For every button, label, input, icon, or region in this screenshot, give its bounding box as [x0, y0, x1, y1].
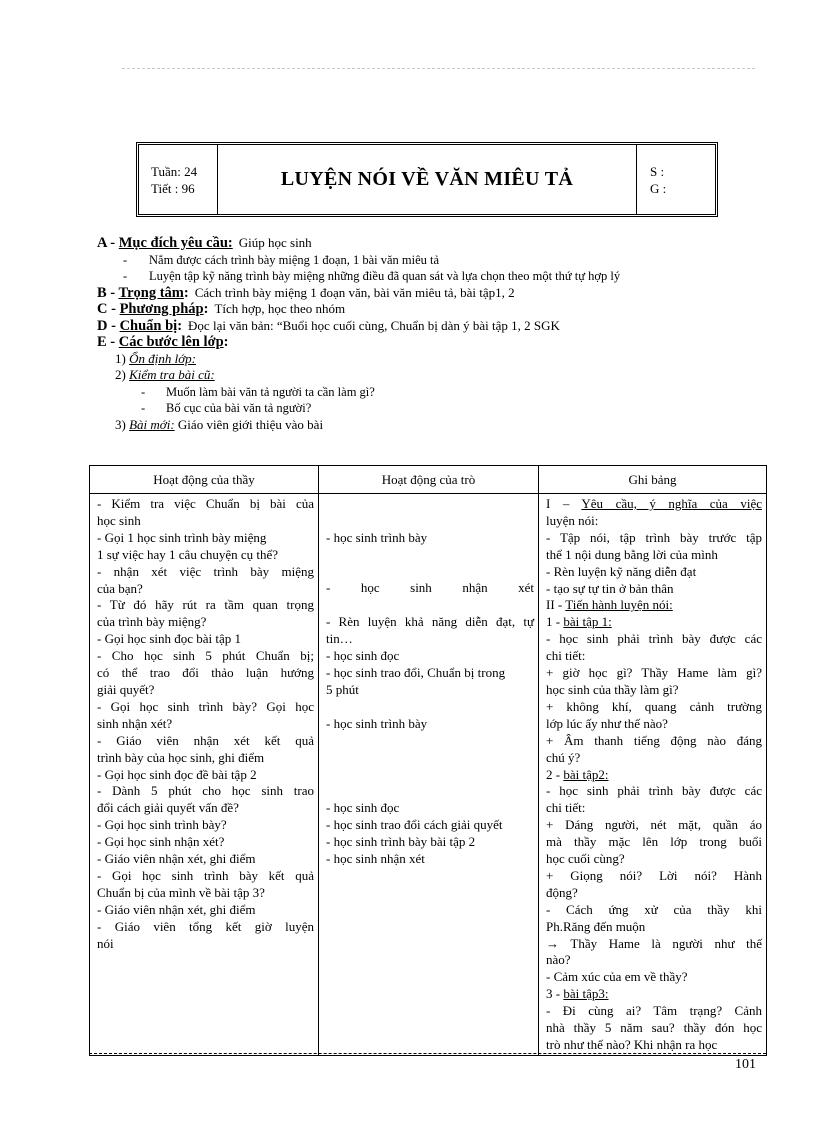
teacher-activity-line: sinh nhận xét?	[97, 715, 173, 731]
step-1: 1) Ổn định lớp:	[115, 350, 196, 366]
board-note-line: - Cảm xúc của em về thầy?	[546, 969, 688, 985]
section-c	[97, 301, 757, 318]
lesson-header-box	[136, 142, 718, 217]
teacher-activity-line: - Gọi học sinh trình bày kết quả	[97, 867, 314, 883]
student-activity-line: - Rèn luyện khả năng diễn đạt, tự	[326, 614, 534, 630]
board-note-line: + Dáng người, nét mặt, quần áo	[546, 817, 762, 833]
teacher-activity-line: giải quyết?	[97, 681, 155, 697]
step-2-label: Kiểm tra bài cũ:	[129, 367, 215, 382]
student-activity-line: - học sinh đọc	[326, 800, 400, 816]
board-note-line: - tạo sự tự tin ở bản thân	[546, 580, 674, 596]
section-b	[97, 285, 757, 302]
section-d-heading: D - Chuẩn bị:	[97, 317, 183, 334]
board-note-line: - Cách ứng xử của thầy khi	[546, 901, 762, 917]
student-activity-line	[326, 699, 534, 716]
step-3-label: Bài mới:	[129, 416, 175, 432]
bottom-dashed-rule	[89, 1053, 766, 1054]
board-note-line: lớp lúc ấy như thế nào?	[546, 715, 668, 731]
top-dashed-rule	[122, 68, 755, 69]
teacher-activity-line: 1 sự việc hay 1 câu chuyện cụ thể?	[97, 546, 279, 562]
board-note-line: học cuối cùng?	[546, 851, 625, 867]
activity-table	[89, 465, 767, 1056]
teacher-activity-line: - Cho học sinh 5 phút Chuẩn bị;	[97, 648, 314, 664]
teacher-activity-line: - Từ đó hãy rút ra tầm quan trọng	[97, 597, 314, 613]
teacher-activity-line: học sinh	[97, 512, 141, 528]
teacher-activity-line: Chuẩn bị của mình về bài tập 3?	[97, 884, 265, 900]
board-note-line: - Đi cùng ai? Tâm trạng? Cảnh	[546, 1003, 762, 1019]
header-student: Hoạt động của trò	[319, 466, 539, 494]
step-3: 3) Bài mới: Giáo viên giới thiệu vào bài	[115, 416, 324, 432]
board-note-line: động?	[546, 884, 578, 900]
board-note-line: + Âm thanh tiếng động nào đáng	[546, 732, 762, 748]
board-note-line: nào?	[546, 952, 571, 968]
board-note-line: + không khí, quang cảnh trường	[546, 698, 762, 714]
teacher-activity-line: - Gọi học sinh trình bày? Gọi học	[97, 698, 314, 714]
step-3-text: Giáo viên giới thiệu vào bài	[177, 416, 324, 432]
section-a-text: Giúp học sinh	[238, 235, 312, 250]
board-note-line: + Giọng nói? Lời nói? Hành	[546, 867, 762, 883]
step-1-label: Ổn định lớp:	[129, 350, 196, 366]
week-period-cell	[139, 145, 218, 214]
teacher-activity-line: - Giáo viên nhận xét kết quả	[97, 732, 314, 748]
student-activities-cell	[319, 494, 539, 1056]
board-note-line: trò như thế nào? Khi nhận ra học	[546, 1037, 718, 1052]
step-2-item: - Bố cục của bài văn tả người?	[141, 401, 312, 415]
student-activity-line: - học sinh trình bày bài tập 2	[326, 833, 476, 849]
teacher-activity-line: của bạn?	[97, 580, 143, 596]
student-activity-line	[326, 597, 534, 614]
student-activity-line	[326, 496, 534, 513]
student-activity-line: - học sinh trao đổi, Chuẩn bị trong	[326, 664, 506, 680]
period-label: Tiết : 96	[151, 181, 195, 196]
teacher-activity-line: có thể trao đổi thảo luận hướng	[97, 665, 314, 681]
board-note-line: - học sinh phải trình bày được các	[546, 783, 762, 799]
table-body-row	[90, 494, 767, 1056]
header-board: Ghi bảng	[539, 466, 767, 494]
section-d-text: Đọc lại văn bản: “Buổi học cuối cùng, Chuẩn bị dàn ý bài tập 1, 2 SGK	[188, 317, 560, 333]
section-a	[97, 235, 757, 252]
board-note-line: Ph.Răng đến muộn	[546, 918, 646, 934]
table-header-row	[90, 466, 767, 494]
page-number: 101	[735, 1057, 756, 1072]
teacher-activity-line: của trình bày miệng?	[97, 614, 207, 630]
teacher-activity-line: - Kiểm tra việc Chuẩn bị bài của	[97, 496, 314, 511]
board-note-line: học sinh của thầy làm gì?	[546, 681, 679, 697]
teacher-activity-line: - Gọi học sinh trình bày?	[97, 817, 227, 833]
board-note-line: → Thầy Hame là người như thế	[546, 935, 762, 951]
section-c-text: Tích hợp, học theo nhóm	[214, 301, 346, 316]
step-2: 2) Kiểm tra bài cũ:	[115, 367, 215, 382]
board-note-line: thể 1 nội dung bằng lời của mình	[546, 546, 718, 562]
board-note-line: - Rèn luyện kỹ năng diễn đạt	[546, 563, 697, 579]
board-notes-cell	[539, 494, 767, 1056]
student-activity-line	[326, 547, 534, 564]
lesson-plan-section	[97, 235, 757, 433]
student-activity-line: - học sinh trao đổi cách giải quyết	[326, 817, 503, 833]
student-activity-line: - học sinh đọc	[326, 648, 400, 664]
student-activity-line: - học sinh trình bày	[326, 529, 428, 545]
section-d	[97, 318, 757, 335]
board-note-line: 3 - bài tập3:	[546, 986, 609, 1002]
date-cell	[637, 145, 715, 214]
board-note-line: + giờ học gì? Thầy Hame làm gì?	[546, 665, 762, 681]
section-a-item: - Luyện tập kỹ năng trình bày miệng những điều đã quan sát và lựa chọn theo một thứ tự hợp lý	[123, 269, 621, 283]
student-activity-line: - học sinh nhận xét	[326, 850, 425, 866]
board-note-line: chi tiết:	[546, 648, 586, 664]
board-note-line: II - Tiến hành luyện nói:	[546, 597, 673, 613]
section-b-heading: B - Trọng tâm:	[97, 284, 189, 301]
board-note-line: chi tiết:	[546, 800, 586, 816]
s-label: S :	[650, 164, 665, 179]
student-activity-line: - học sinh trình bày	[326, 715, 428, 731]
board-note-line: 2 - bài tập2:	[546, 766, 609, 782]
board-note-line: luyện nói:	[546, 512, 599, 528]
board-note-line: I – Yêu cầu, ý nghĩa của việc	[546, 496, 762, 511]
teacher-activity-line: - Gọi học sinh đọc bài tập 1	[97, 631, 242, 647]
board-note-line: 1 - bài tập 1:	[546, 614, 612, 630]
lesson-title: LUYỆN NÓI VỀ VĂN MIÊU TẢ	[218, 145, 637, 214]
section-b-text: Cách trình bày miệng 1 đoạn văn, bài văn miêu tả, bài tập1, 2	[194, 284, 515, 300]
teacher-activity-line: - Giáo viên nhận xét, ghi điểm	[97, 901, 256, 917]
board-note-line: mà thầy mặc lên lớp trong buổi	[546, 834, 762, 850]
teacher-activities-cell	[90, 494, 319, 1056]
teacher-activity-line: nói	[97, 935, 114, 951]
student-activity-line	[326, 513, 534, 530]
teacher-activity-line: - Gọi 1 học sinh trình bày miệng	[97, 529, 267, 545]
teacher-activity-line: trình bày của học sinh, ghi điểm	[97, 749, 265, 765]
board-note-line: nhà thầy 5 năm sau? thầy đón học	[546, 1020, 762, 1036]
section-e	[97, 334, 757, 351]
board-note-line: - học sinh phải trình bày được các	[546, 631, 762, 647]
student-activity-line: - học sinh nhận xét	[326, 580, 534, 596]
teacher-activity-line: - Gọi học sinh đọc đề bài tập 2	[97, 766, 257, 782]
teacher-activity-line: - Gọi học sinh nhận xét?	[97, 834, 225, 850]
student-activity-line	[326, 783, 534, 800]
section-a-heading: A - Mục đích yêu cầu:	[97, 235, 233, 251]
student-activity-line: tin…	[326, 631, 353, 647]
student-activity-line	[326, 766, 534, 783]
section-a-item: - Nắm được cách trình bày miệng 1 đoạn, 1 bài văn miêu tả	[123, 252, 440, 267]
teacher-activity-line: - Giáo viên nhận xét, ghi điểm	[97, 851, 256, 867]
week-label: Tuần: 24	[151, 164, 198, 179]
student-activity-line	[326, 749, 534, 766]
g-label: G :	[650, 181, 667, 196]
header-teacher: Hoạt động của thầy	[90, 466, 319, 494]
student-activity-line: 5 phút	[326, 681, 359, 697]
teacher-activity-line: - Dành 5 phút cho học sinh trao	[97, 783, 314, 799]
teacher-activity-line: đổi cách giải quyết vấn đề?	[97, 800, 239, 816]
teacher-activity-line: - nhận xét việc trình bày miệng	[97, 563, 314, 579]
section-e-heading: E - Các bước lên lớp:	[97, 334, 229, 350]
board-note-line: - Tập nói, tập trình bày trước tập	[546, 529, 762, 545]
teacher-activity-line: - Giáo viên tổng kết giờ luyện	[97, 918, 314, 934]
student-activity-line	[326, 733, 534, 750]
section-c-heading: C - Phương pháp:	[97, 301, 209, 317]
board-note-line: chú ý?	[546, 749, 581, 765]
student-activity-line	[326, 564, 534, 581]
step-2-item: - Muốn làm bài văn tả người ta cần làm gì?	[141, 384, 375, 399]
